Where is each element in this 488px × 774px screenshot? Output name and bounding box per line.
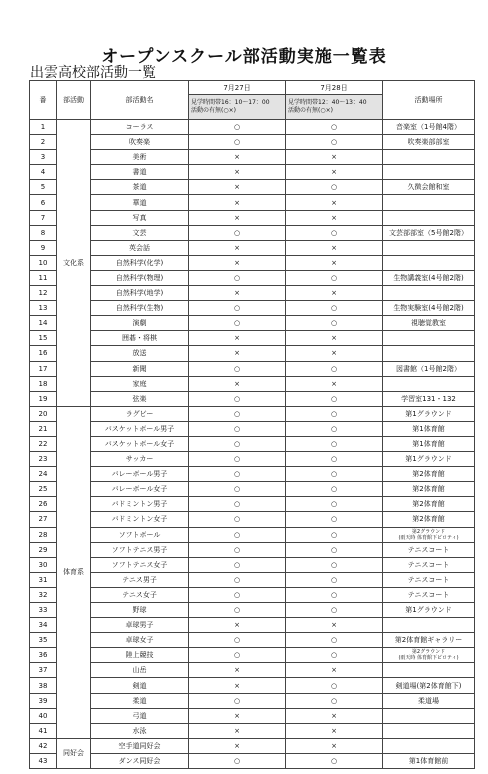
row-number: 11	[30, 270, 57, 285]
club-name: 野球	[91, 603, 189, 618]
table-row	[30, 633, 475, 648]
club-name: 演劇	[91, 316, 189, 331]
day1-status: ×	[189, 346, 286, 361]
activity-place	[383, 738, 475, 753]
table-row	[30, 648, 475, 663]
activity-place	[383, 663, 475, 678]
row-number: 32	[30, 587, 57, 602]
day1-status: ×	[189, 678, 286, 693]
row-number: 29	[30, 542, 57, 557]
day2-status: ○	[286, 391, 383, 406]
table-row	[30, 270, 475, 285]
activity-place	[383, 527, 475, 542]
day1-status: ○	[189, 316, 286, 331]
row-number: 34	[30, 618, 57, 633]
activity-place: 第1グラウンド	[383, 452, 475, 467]
table-row	[30, 587, 475, 602]
day1-status: ○	[189, 572, 286, 587]
day2-status: ○	[286, 482, 383, 497]
day2-status: ○	[286, 603, 383, 618]
club-name: 写真	[91, 210, 189, 225]
row-number: 30	[30, 557, 57, 572]
activity-place	[383, 648, 475, 663]
activity-place: 学習室131・132	[383, 391, 475, 406]
activity-place: 第1体育館前	[383, 753, 475, 768]
activity-place	[383, 618, 475, 633]
day2-status: ○	[286, 361, 383, 376]
day2-status: ×	[286, 738, 383, 753]
table-row	[30, 376, 475, 391]
table-row	[30, 512, 475, 527]
row-number: 22	[30, 436, 57, 451]
club-name: バスケットボール女子	[91, 436, 189, 451]
activity-place-main: 第2グラウンド	[411, 649, 446, 656]
activity-place: 第1グラウンド	[383, 406, 475, 421]
club-name: ソフトボール	[91, 527, 189, 542]
table-row	[30, 120, 475, 135]
activity-place: 生物講義室(4号館2階)	[383, 270, 475, 285]
day1-time-note: 見学時間帯16：10～17：00	[191, 99, 270, 106]
club-name: ソフトテニス男子	[91, 542, 189, 557]
club-name: 自然科学(生物)	[91, 301, 189, 316]
club-name: 剣道	[91, 678, 189, 693]
day2-status: ○	[286, 633, 383, 648]
day1-status: ×	[189, 286, 286, 301]
activity-place-rain: (雨天時 体育館下ピロティ)	[398, 655, 459, 662]
day2-status: ×	[286, 195, 383, 210]
table-row	[30, 180, 475, 195]
day1-status: ○	[189, 693, 286, 708]
club-name: ラグビー	[91, 406, 189, 421]
row-number: 10	[30, 255, 57, 270]
day2-status: ×	[286, 331, 383, 346]
table-row	[30, 255, 475, 270]
row-number: 40	[30, 708, 57, 723]
header-club: 部活動名	[91, 81, 189, 120]
club-name: 水泳	[91, 723, 189, 738]
day2-status: ○	[286, 648, 383, 663]
club-name: 卓球男子	[91, 618, 189, 633]
row-number: 23	[30, 452, 57, 467]
day1-status: ○	[189, 391, 286, 406]
table-row	[30, 195, 475, 210]
club-name: サッカー	[91, 452, 189, 467]
row-number: 20	[30, 406, 57, 421]
table-row	[30, 467, 475, 482]
table-row	[30, 753, 475, 768]
row-number: 35	[30, 633, 57, 648]
row-number: 2	[30, 135, 57, 150]
page-title: オープンスクール部活動実施一覧表	[101, 47, 387, 67]
club-name: 文芸	[91, 225, 189, 240]
day2-status: ×	[286, 376, 383, 391]
day2-time-note: 見学時間帯12：40～13：40	[288, 99, 367, 106]
club-name: バドミントン男子	[91, 497, 189, 512]
row-number: 28	[30, 527, 57, 542]
day1-status: ○	[189, 406, 286, 421]
day1-status: ○	[189, 467, 286, 482]
row-number: 41	[30, 723, 57, 738]
club-name: 自然科学(化学)	[91, 255, 189, 270]
row-number: 17	[30, 361, 57, 376]
activity-place: 吹奏楽部部室	[383, 135, 475, 150]
activity-place: テニスコート	[383, 572, 475, 587]
day1-status: ×	[189, 708, 286, 723]
day1-status: ○	[189, 120, 286, 135]
day2-status: ○	[286, 572, 383, 587]
club-name: 自然科学(地学)	[91, 286, 189, 301]
club-activity-table	[29, 80, 475, 769]
day2-status: ×	[286, 346, 383, 361]
activity-place: テニスコート	[383, 557, 475, 572]
row-number: 12	[30, 286, 57, 301]
club-name: テニス男子	[91, 572, 189, 587]
row-number: 24	[30, 467, 57, 482]
table-row	[30, 738, 475, 753]
day2-status: ○	[286, 135, 383, 150]
row-number: 7	[30, 210, 57, 225]
day1-status: ○	[189, 497, 286, 512]
club-name: 弓道	[91, 708, 189, 723]
row-number: 8	[30, 225, 57, 240]
activity-place: 音楽室（1号館4階）	[383, 120, 475, 135]
table-row	[30, 346, 475, 361]
day2-status: ×	[286, 150, 383, 165]
day2-status: ○	[286, 497, 383, 512]
activity-place	[383, 210, 475, 225]
header-day1: 7月27日	[189, 81, 286, 95]
day2-status: ○	[286, 436, 383, 451]
table-row	[30, 572, 475, 587]
activity-place	[383, 331, 475, 346]
day1-status: ×	[189, 331, 286, 346]
row-number: 5	[30, 180, 57, 195]
activity-place	[383, 346, 475, 361]
table-row	[30, 542, 475, 557]
club-name: 英会話	[91, 240, 189, 255]
category-cell: 同好会	[57, 738, 91, 768]
activity-place: 第2体育館	[383, 467, 475, 482]
day2-status: ○	[286, 527, 383, 542]
activity-place: 第2体育館ギャラリー	[383, 633, 475, 648]
table-row	[30, 210, 475, 225]
day1-status: ×	[189, 255, 286, 270]
activity-place: 図書館（1号館2階）	[383, 361, 475, 376]
activity-place: 第1体育館	[383, 436, 475, 451]
club-name: 放送	[91, 346, 189, 361]
activity-place	[383, 240, 475, 255]
header-day2: 7月28日	[286, 81, 383, 95]
row-number: 39	[30, 693, 57, 708]
row-number: 1	[30, 120, 57, 135]
header-category: 部活動	[57, 81, 91, 120]
club-name: 囲碁・将棋	[91, 331, 189, 346]
row-number: 13	[30, 301, 57, 316]
table-row	[30, 150, 475, 165]
row-number: 33	[30, 603, 57, 618]
day2-status-note: 活動の有無(○×)	[288, 107, 333, 114]
row-number: 3	[30, 150, 57, 165]
day1-status: ○	[189, 225, 286, 240]
table-row	[30, 331, 475, 346]
club-name: 卓球女子	[91, 633, 189, 648]
table-row	[30, 421, 475, 436]
club-name: 空手道同好会	[91, 738, 189, 753]
day1-status: ○	[189, 648, 286, 663]
day2-status: ○	[286, 180, 383, 195]
day1-status: ×	[189, 210, 286, 225]
club-name: バレーボール男子	[91, 467, 189, 482]
club-name: 陸上競技	[91, 648, 189, 663]
row-number: 16	[30, 346, 57, 361]
activity-place: 第2体育館	[383, 512, 475, 527]
club-name: テニス女子	[91, 587, 189, 602]
day1-status-note: 活動の有無(○×)	[191, 107, 236, 114]
day1-status: ×	[189, 738, 286, 753]
activity-place: 久徴会館和室	[383, 180, 475, 195]
row-number: 9	[30, 240, 57, 255]
table-row	[30, 452, 475, 467]
day2-status: ○	[286, 753, 383, 768]
day2-status: ○	[286, 406, 383, 421]
club-name: 自然科学(物理)	[91, 270, 189, 285]
day1-status: ○	[189, 270, 286, 285]
row-number: 25	[30, 482, 57, 497]
row-number: 18	[30, 376, 57, 391]
row-number: 42	[30, 738, 57, 753]
day1-status: ×	[189, 723, 286, 738]
header-place: 活動場所	[383, 81, 475, 120]
day2-status: ×	[286, 618, 383, 633]
activity-place	[383, 286, 475, 301]
day1-status: ○	[189, 436, 286, 451]
day2-status: ○	[286, 316, 383, 331]
club-name: 柔道	[91, 693, 189, 708]
table-row	[30, 225, 475, 240]
club-name: 吹奏楽	[91, 135, 189, 150]
day2-status: ○	[286, 557, 383, 572]
day1-status: ○	[189, 135, 286, 150]
table-row	[30, 361, 475, 376]
day2-status: ○	[286, 301, 383, 316]
day2-status: ×	[286, 240, 383, 255]
table-row	[30, 316, 475, 331]
row-number: 14	[30, 316, 57, 331]
club-name: バドミントン女子	[91, 512, 189, 527]
day2-status: ○	[286, 693, 383, 708]
table-row	[30, 557, 475, 572]
day2-status: ×	[286, 286, 383, 301]
day1-status: ○	[189, 753, 286, 768]
table-row	[30, 708, 475, 723]
day1-status: ○	[189, 301, 286, 316]
activity-place	[383, 195, 475, 210]
row-number: 21	[30, 421, 57, 436]
day2-status: ○	[286, 225, 383, 240]
row-number: 36	[30, 648, 57, 663]
club-name: 華道	[91, 195, 189, 210]
day1-status: ×	[189, 240, 286, 255]
day1-status: ○	[189, 603, 286, 618]
table-row	[30, 693, 475, 708]
day2-status: ×	[286, 255, 383, 270]
category-cell: 文化系	[57, 120, 91, 407]
day1-status: ○	[189, 557, 286, 572]
row-number: 43	[30, 753, 57, 768]
club-name: ソフトテニス女子	[91, 557, 189, 572]
table-row	[30, 240, 475, 255]
table-row	[30, 723, 475, 738]
category-cell: 体育系	[57, 406, 91, 738]
activity-place: テニスコート	[383, 587, 475, 602]
activity-place-rain: (雨天時 体育館下ピロティ)	[398, 534, 459, 541]
activity-place: 視聴覚教室	[383, 316, 475, 331]
table-row	[30, 436, 475, 451]
activity-place: 柔道場	[383, 693, 475, 708]
day1-status: ○	[189, 512, 286, 527]
table-row	[30, 165, 475, 180]
activity-place: テニスコート	[383, 542, 475, 557]
activity-place: 第2体育館	[383, 482, 475, 497]
activity-place: 剣道場(第2体育館下)	[383, 678, 475, 693]
day1-status: ○	[189, 452, 286, 467]
club-name: コーラス	[91, 120, 189, 135]
club-name: 美術	[91, 150, 189, 165]
table-row	[30, 406, 475, 421]
day1-status: ×	[189, 376, 286, 391]
club-name: 茶道	[91, 180, 189, 195]
table-row	[30, 603, 475, 618]
day2-status: ○	[286, 542, 383, 557]
row-number: 15	[30, 331, 57, 346]
club-name: 家庭	[91, 376, 189, 391]
day2-status: ×	[286, 165, 383, 180]
header-day2-note	[286, 95, 383, 120]
day1-status: ×	[189, 180, 286, 195]
club-name: 弦楽	[91, 391, 189, 406]
row-number: 19	[30, 391, 57, 406]
day1-status: ×	[189, 150, 286, 165]
club-name: ダンス同好会	[91, 753, 189, 768]
day1-status: ×	[189, 195, 286, 210]
activity-place	[383, 708, 475, 723]
day1-status: ○	[189, 482, 286, 497]
table-row	[30, 286, 475, 301]
club-name: バスケットボール男子	[91, 421, 189, 436]
header-num: 番	[30, 81, 57, 120]
table-row	[30, 135, 475, 150]
row-number: 4	[30, 165, 57, 180]
activity-place	[383, 150, 475, 165]
day1-status: ○	[189, 542, 286, 557]
row-number: 38	[30, 678, 57, 693]
club-name: 新聞	[91, 361, 189, 376]
day2-status: ×	[286, 210, 383, 225]
header-day1-note	[189, 95, 286, 120]
row-number: 27	[30, 512, 57, 527]
day2-status: ○	[286, 421, 383, 436]
table-row	[30, 527, 475, 542]
day1-status: ○	[189, 527, 286, 542]
day2-status: ○	[286, 678, 383, 693]
row-number: 37	[30, 663, 57, 678]
day1-status: ×	[189, 663, 286, 678]
activity-place	[383, 376, 475, 391]
table-row	[30, 618, 475, 633]
day2-status: ○	[286, 512, 383, 527]
table-row	[30, 301, 475, 316]
day2-status: ×	[286, 708, 383, 723]
day1-status: ○	[189, 421, 286, 436]
activity-place: 第1体育館	[383, 421, 475, 436]
day2-status: ×	[286, 723, 383, 738]
table-row	[30, 482, 475, 497]
activity-place: 第1グラウンド	[383, 603, 475, 618]
day2-status: ○	[286, 587, 383, 602]
day1-status: ×	[189, 618, 286, 633]
row-number: 31	[30, 572, 57, 587]
activity-place-main: 第2グラウンド	[411, 528, 446, 535]
day1-status: ×	[189, 165, 286, 180]
day2-status: ○	[286, 120, 383, 135]
table-row	[30, 663, 475, 678]
day1-status: ○	[189, 633, 286, 648]
activity-place: 第2体育館	[383, 497, 475, 512]
club-name: 書道	[91, 165, 189, 180]
day2-status: ○	[286, 452, 383, 467]
activity-place	[383, 723, 475, 738]
club-name: バレーボール女子	[91, 482, 189, 497]
day2-status: ○	[286, 467, 383, 482]
club-name: 山岳	[91, 663, 189, 678]
day1-status: ○	[189, 587, 286, 602]
page-subtitle: 出雲高校部活動一覧	[30, 65, 156, 81]
table-row	[30, 678, 475, 693]
day2-status: ○	[286, 270, 383, 285]
table-row	[30, 497, 475, 512]
row-number: 6	[30, 195, 57, 210]
day1-status: ○	[189, 361, 286, 376]
activity-place	[383, 165, 475, 180]
activity-place: 文芸部部室（5号館2階）	[383, 225, 475, 240]
table-row	[30, 391, 475, 406]
activity-place: 生物実験室(4号館2階)	[383, 301, 475, 316]
row-number: 26	[30, 497, 57, 512]
activity-place	[383, 255, 475, 270]
day2-status: ×	[286, 663, 383, 678]
